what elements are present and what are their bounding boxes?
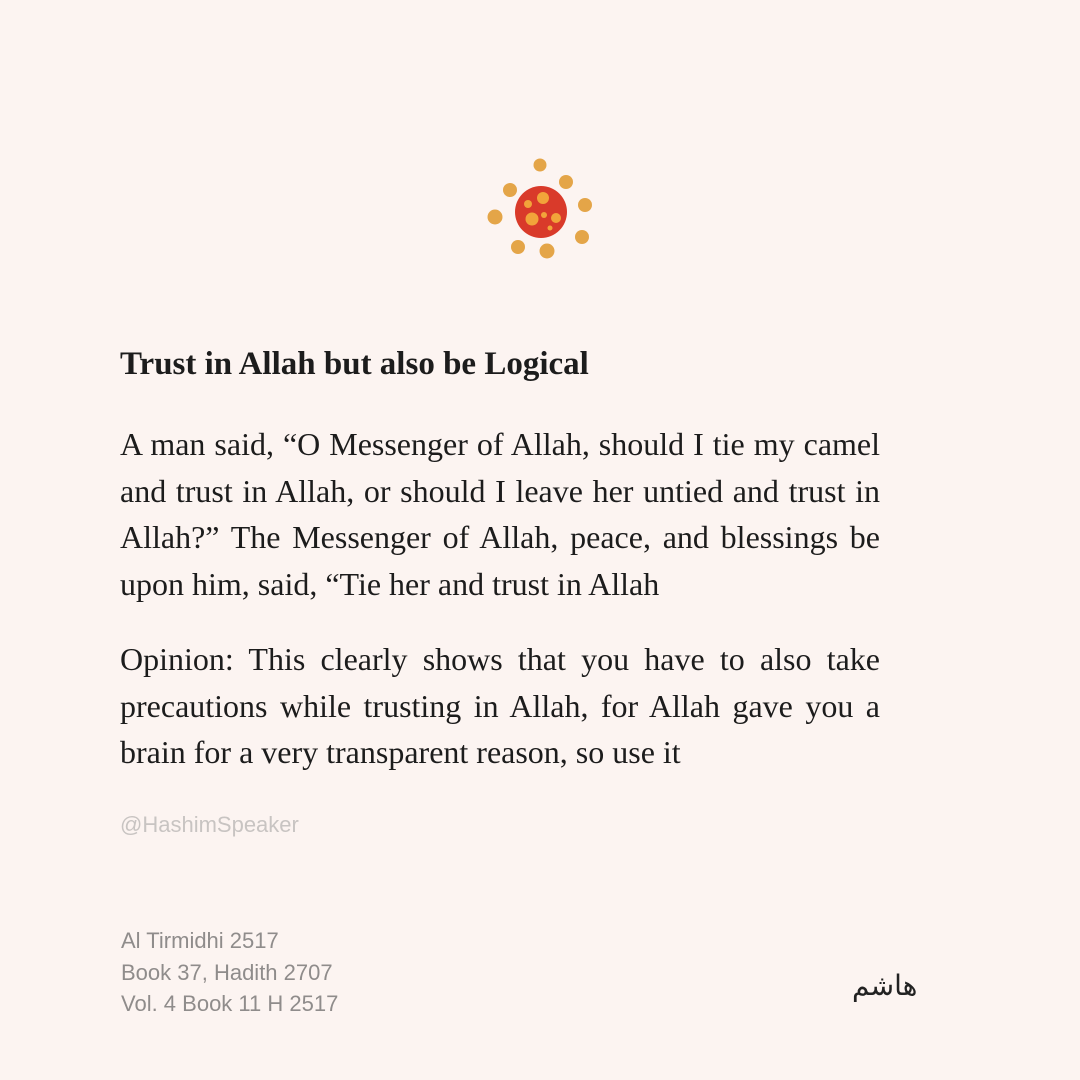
opinion-text: Opinion: This clearly shows that you have to also take precautions while trusting in Allah, for Allah gave you a brain for a very transparent reason, so use it <box>120 641 880 770</box>
reference-line: Al Tirmidhi 2517 <box>121 928 279 953</box>
sun-dots-logo-icon <box>480 152 600 262</box>
arabic-signature: هاشم <box>852 969 918 1002</box>
reference-line: Book 37, Hadith 2707 <box>121 959 333 985</box>
hadith-quote-text: A man said, “O Messenger of Allah, should I tie my camel and trust in Allah, or should I leave her untied and trust in Allah?” The Messenger of Allah, peace, and blessings be upon him, said, “Tie her and trust in Allah <box>120 426 880 602</box>
post-title: Trust in Allah but also be Logical <box>120 346 589 382</box>
reference-line: Vol. 4 Book 11 H 2517 <box>121 991 339 1016</box>
source-references <box>121 925 338 1020</box>
author-handle: @HashimSpeaker <box>120 812 299 837</box>
